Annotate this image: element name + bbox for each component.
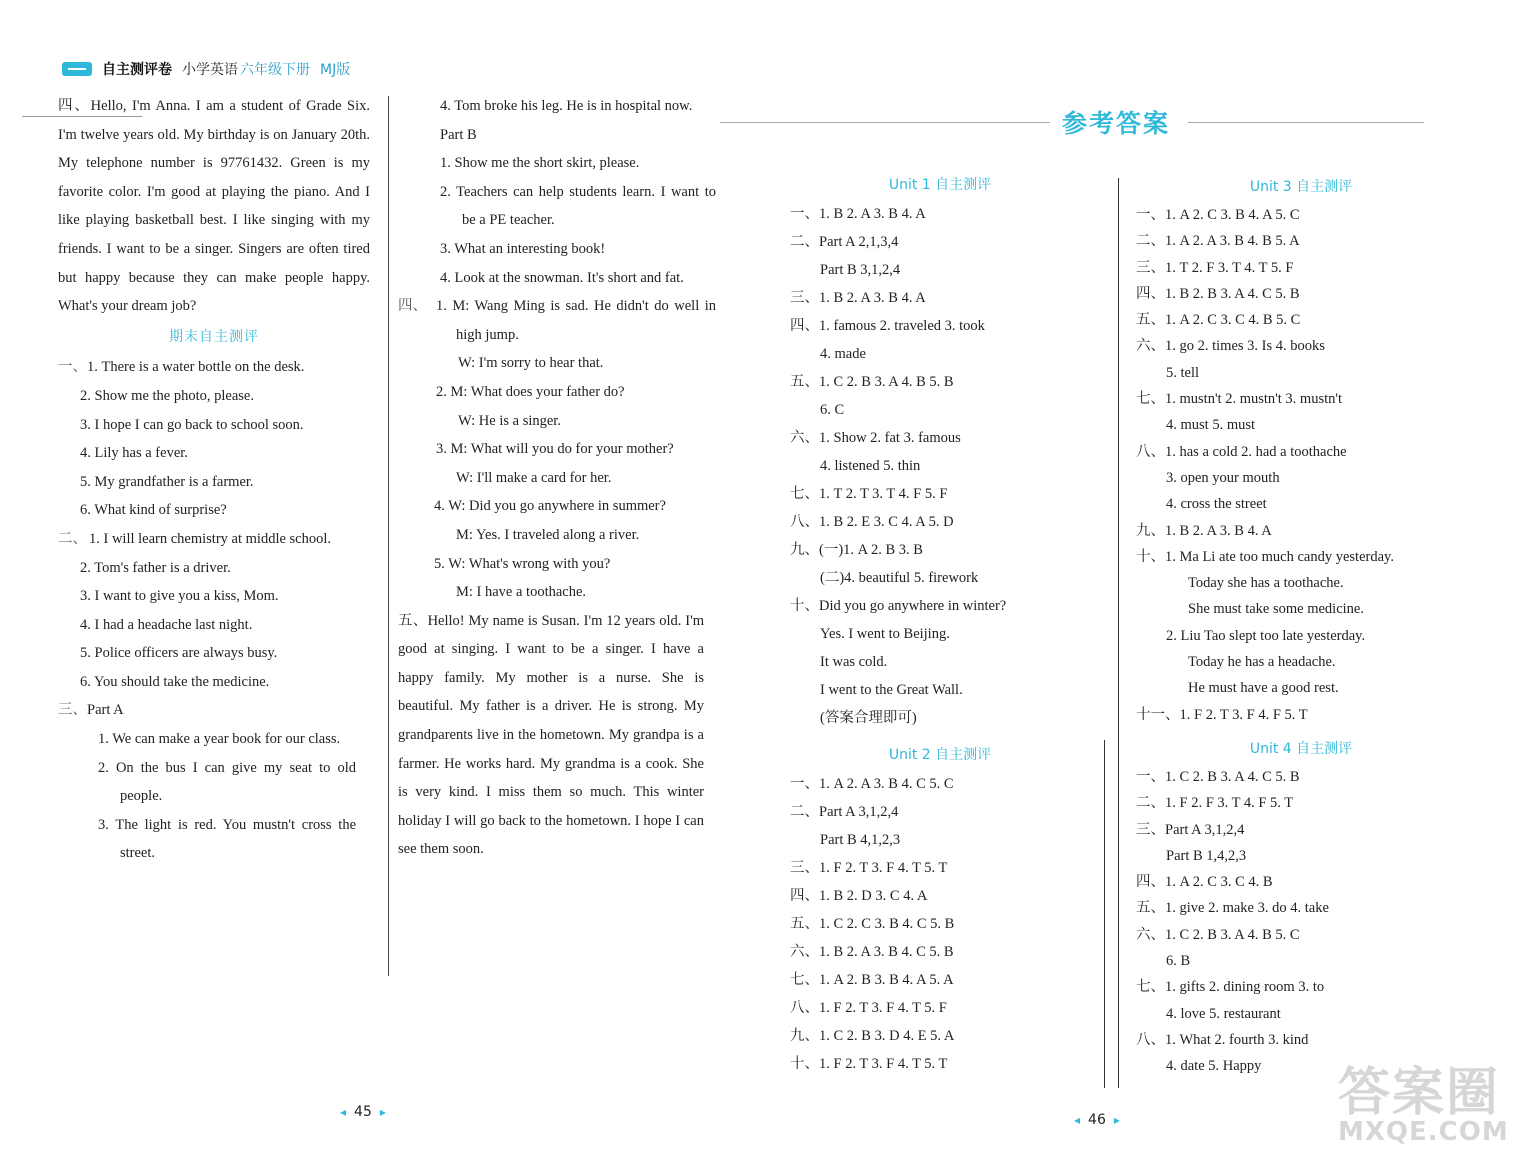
unit1-answer-line: 九、(一)1. A 2. B 3. B <box>790 542 923 558</box>
unit3-answer-line: 九、1. B 2. A 3. B 4. A <box>1136 522 1272 539</box>
passage-five: 五、Hello! My name is Susan. I'm 12 years old. I'm good at singing. I want to be a singer. I have a happy family. My mother is a nurse. She is beautiful. My father is a driver. He is strong. My grandparents live in the hometown. My grandpa is a farmer. He works hard. My grandma is a cook. She is very kind. I miss them so much. This winter holiday I will go back to the hometown. I hope I can see them soon. <box>398 612 704 858</box>
partB-item-4: 4. Look at the snowman. It's short and fat. <box>440 269 684 286</box>
unit4-answer-line: 八、1. What 2. fourth 3. kind <box>1136 1031 1309 1048</box>
unit4-answer-line: 一、1. C 2. B 3. A 4. C 5. B <box>1136 768 1300 785</box>
part3-item-1: 1. We can make a year book for our class. <box>98 731 341 748</box>
watermark-logo: 答案圈 <box>1338 1063 1501 1123</box>
header-edition: MJ版 <box>320 62 351 78</box>
unit3-answer-line: She must take some medicine. <box>1188 601 1364 618</box>
watermark-url: MXQE.COM <box>1338 1117 1509 1147</box>
part2-item-4: 4. I had a headache last night. <box>80 616 253 633</box>
next-arrow-icon: ▸ <box>379 1105 386 1119</box>
unit4-answer-line: 6. B <box>1166 953 1191 970</box>
watermark <box>1338 1050 1530 1150</box>
unit2-answer-line: 三、1. F 2. T 3. F 4. T 5. T <box>790 860 948 876</box>
unit3-answer-line: 七、1. mustn't 2. mustn't 3. mustn't <box>1136 391 1343 408</box>
unit4-answer-line: 四、1. A 2. C 3. C 4. B <box>1136 874 1273 891</box>
page-number-left: ◂ 45 ▸ <box>340 1104 386 1120</box>
unit1-answer-line: 二、Part A 2,1,3,4 <box>790 234 899 250</box>
unit2-answer-line: 六、1. B 2. A 3. B 4. C 5. B <box>790 944 954 960</box>
part1-item-3: 3. I hope I can go back to school soon. <box>80 416 304 433</box>
prev-arrow-icon: ◂ <box>340 1105 347 1119</box>
unit3-answer-line: 三、1. T 2. F 3. T 4. T 5. F <box>1136 259 1294 276</box>
part4-item-1: 四、 1. M: Wang Ming is sad. He didn't do well in high jump. <box>398 292 716 349</box>
part4-item-5: 5. W: What's wrong with you? <box>434 555 611 572</box>
unit4-answer-line: Part B 1,4,2,3 <box>1166 847 1247 864</box>
part1-item-4: 4. Lily has a fever. <box>80 445 188 462</box>
unit4-answer-line: 4. date 5. Happy <box>1166 1058 1262 1075</box>
unit4-answer-line: 三、Part A 3,1,2,4 <box>1136 821 1245 838</box>
column-divider-mid <box>1104 740 1105 1088</box>
unit3-answer-line: 十一、1. F 2. T 3. F 4. F 5. T <box>1136 706 1308 723</box>
unit2-answer-line: 五、1. C 2. C 3. B 4. C 5. B <box>790 916 955 932</box>
unit2-answer-line: 一、1. A 2. A 3. B 4. C 5. C <box>790 776 954 792</box>
page-number-right: ◂ 46 ▸ <box>1074 1112 1120 1128</box>
unit1-answer-line: Yes. I went to Beijing. <box>820 626 950 642</box>
unit4-answer-line: 五、1. give 2. make 3. do 4. take <box>1136 900 1329 917</box>
unit2-answers <box>790 770 1090 1078</box>
unit3-answer-line: 八、1. has a cold 2. had a toothache <box>1136 443 1347 460</box>
unit4-answer-line: 4. love 5. restaurant <box>1166 1005 1281 1022</box>
unit1-answer-line: 八、1. B 2. E 3. C 4. A 5. D <box>790 514 954 530</box>
part4-item-2: 2. M: What does your father do? <box>436 383 625 400</box>
unit3-answers <box>1136 202 1466 728</box>
part2-item-5: 5. Police officers are always busy. <box>80 645 278 662</box>
part3-item-2: 2. On the bus I can give my seat to old people. <box>98 759 356 805</box>
part2-item-6: 6. You should take the medicine. <box>80 673 270 690</box>
unit1-title: Unit 1 自主测评 <box>888 177 992 193</box>
part3-label: 三、 <box>58 702 87 719</box>
prev-arrow-icon: ◂ <box>1074 1113 1081 1127</box>
part4-item-4: 4. W: Did you go anywhere in summer? <box>434 498 666 515</box>
part2-item-2: 2. Tom's father is a driver. <box>80 559 231 576</box>
header-grade: 六年级下册 <box>240 62 310 78</box>
unit1-answer-line: 6. C <box>820 402 845 418</box>
column-divider-right <box>1118 178 1119 1088</box>
part1-item-5: 5. My grandfather is a farmer. <box>80 473 254 490</box>
unit2-answer-line: 二、Part A 3,1,2,4 <box>790 804 899 820</box>
unit1-answer-line: 七、1. T 2. T 3. T 4. F 5. F <box>790 486 948 502</box>
unit3-answer-line: 2. Liu Tao slept too late yesterday. <box>1166 627 1366 644</box>
part4-label: 四、 <box>398 298 427 315</box>
part1-label: 一、 <box>58 359 87 376</box>
unit1-answer-line: I went to the Great Wall. <box>820 682 963 698</box>
unit1-answer-line: (二)4. beautiful 5. firework <box>820 570 979 586</box>
unit1-answer-line: 六、1. Show 2. fat 3. famous <box>790 430 961 446</box>
partB-item-2: 2. Teachers can help students learn. I want to be a PE teacher. <box>440 183 716 229</box>
unit1-answer-line: 4. made <box>820 346 866 362</box>
unit1-answers <box>790 200 1090 732</box>
unit3-answer-line: 一、1. A 2. C 3. B 4. A 5. C <box>1136 207 1300 223</box>
part4-item-4-reply: M: Yes. I traveled along a river. <box>456 526 640 543</box>
unit2-title: Unit 2 自主测评 <box>888 747 992 763</box>
unit4-answer-line: 七、1. gifts 2. dining room 3. to <box>1136 979 1325 996</box>
unit3-answer-line: Today he has a headache. <box>1188 654 1336 671</box>
part2-item-3: 3. I want to give you a kiss, Mom. <box>80 588 279 605</box>
final-test-title: 期末自主测评 <box>169 328 259 345</box>
unit2-answer-line: 八、1. F 2. T 3. F 4. T 5. F <box>790 1000 947 1016</box>
answer-rule-left <box>720 122 1050 123</box>
answer-rule-right <box>1188 122 1424 123</box>
unit1-answer-line: 十、Did you go anywhere in winter? <box>790 598 1007 614</box>
part4-item-1-reply: W: I'm sorry to hear that. <box>458 355 604 372</box>
unit4-answer-line: 二、1. F 2. F 3. T 4. F 5. T <box>1136 795 1294 812</box>
unit4-answers <box>1136 764 1466 1080</box>
part4-item-3: 3. M: What will you do for your mother? <box>436 441 674 458</box>
page-header <box>62 58 350 80</box>
unit2-answer-line: 九、1. C 2. B 3. D 4. E 5. A <box>790 1028 955 1044</box>
unit3-answer-line: 六、1. go 2. times 3. Is 4. books <box>1136 338 1325 355</box>
answer-heading: 参考答案 <box>1062 109 1171 138</box>
part1-item-1: 一、1. There is a water bottle on the desk. <box>58 359 305 376</box>
unit2-answer-line: 四、1. B 2. D 3. C 4. A <box>790 888 928 904</box>
column-divider-left <box>388 96 389 976</box>
partB-item-1: 1. Show me the short skirt, please. <box>440 155 640 172</box>
unit3-answer-line: 4. must 5. must <box>1166 417 1256 434</box>
unit1-answer-line: 五、1. C 2. B 3. A 4. B 5. B <box>790 374 954 390</box>
partB-item-3: 3. What an interesting book! <box>440 240 606 257</box>
answer-column-1 <box>790 170 1090 1078</box>
part1-item-2: 2. Show me the photo, please. <box>80 387 254 404</box>
part4-item-5-reply: M: I have a toothache. <box>456 584 587 601</box>
unit3-answer-line: He must have a good rest. <box>1188 680 1339 697</box>
unit3-answer-line: 4. cross the street <box>1166 496 1267 513</box>
part3-heading: 三、Part A <box>58 702 124 719</box>
part2-label: 二、 <box>58 530 87 547</box>
part1-item-6: 6. What kind of surprise? <box>80 502 227 519</box>
next-arrow-icon: ▸ <box>1113 1113 1120 1127</box>
unit1-answer-line: It was cold. <box>820 654 888 670</box>
header-tag-icon <box>62 62 92 76</box>
unit1-answer-line: 四、1. famous 2. traveled 3. took <box>790 318 985 334</box>
answer-column-2 <box>1136 172 1466 1080</box>
unit1-answer-line: 一、1. B 2. A 3. B 4. A <box>790 206 926 222</box>
header-subject: 小学英语 <box>182 62 238 78</box>
unit2-answer-line: 十、1. F 2. T 3. F 4. T 5. T <box>790 1056 948 1072</box>
passage-four: 四、Hello, I'm Anna. I am a student of Grade Six. I'm twelve years old. My birthday is on January 20th. My telephone number is 97761432. Green is my favorite color. I'm good at playing the piano. And I like playing basketball best. I like singing with my friends. I want to be a singer. Singers are often tired but happy because they can make people happy. What's your dream job? <box>58 98 370 315</box>
part4-item-2-reply: W: He is a singer. <box>458 412 561 429</box>
unit3-answer-line: 5. tell <box>1166 364 1200 381</box>
unit4-answer-line: 六、1. C 2. B 3. A 4. B 5. C <box>1136 926 1300 943</box>
unit4-title: Unit 4 自主测评 <box>1249 740 1353 757</box>
unit1-answer-line: (答案合理即可) <box>820 710 917 726</box>
unit3-title: Unit 3 自主测评 <box>1249 179 1353 195</box>
unit1-answer-line: 4. listened 5. thin <box>820 458 921 474</box>
part3-item-3: 3. The light is red. You mustn't cross the street. <box>98 816 356 862</box>
unit3-answer-line: 二、1. A 2. A 3. B 4. B 5. A <box>1136 233 1300 250</box>
left-column-1 <box>58 92 370 868</box>
unit1-answer-line: Part B 3,1,2,4 <box>820 262 901 278</box>
unit2-answer-line: 七、1. A 2. B 3. B 4. A 5. A <box>790 972 954 988</box>
unit3-answer-line: 四、1. B 2. B 3. A 4. C 5. B <box>1136 285 1300 302</box>
part4-item-3-reply: W: I'll make a card for her. <box>456 469 612 486</box>
part2-item-1: 二、 1. I will learn chemistry at middle school. <box>58 525 370 554</box>
partB-label: Part B <box>440 126 477 143</box>
partA-item-4: 4. Tom broke his leg. He is in hospital now. <box>440 98 693 114</box>
unit3-answer-line: 3. open your mouth <box>1166 469 1280 486</box>
unit3-answer-line: 十、1. Ma Li ate too much candy yesterday. <box>1136 548 1394 565</box>
unit3-answer-line: 五、1. A 2. C 3. C 4. B 5. C <box>1136 312 1301 329</box>
header-title: 自主测评卷 <box>102 62 172 78</box>
unit1-answer-line: 三、1. B 2. A 3. B 4. A <box>790 290 926 306</box>
left-column-2 <box>398 92 716 864</box>
unit3-answer-line: Today she has a toothache. <box>1188 575 1344 592</box>
unit2-answer-line: Part B 4,1,2,3 <box>820 832 901 848</box>
